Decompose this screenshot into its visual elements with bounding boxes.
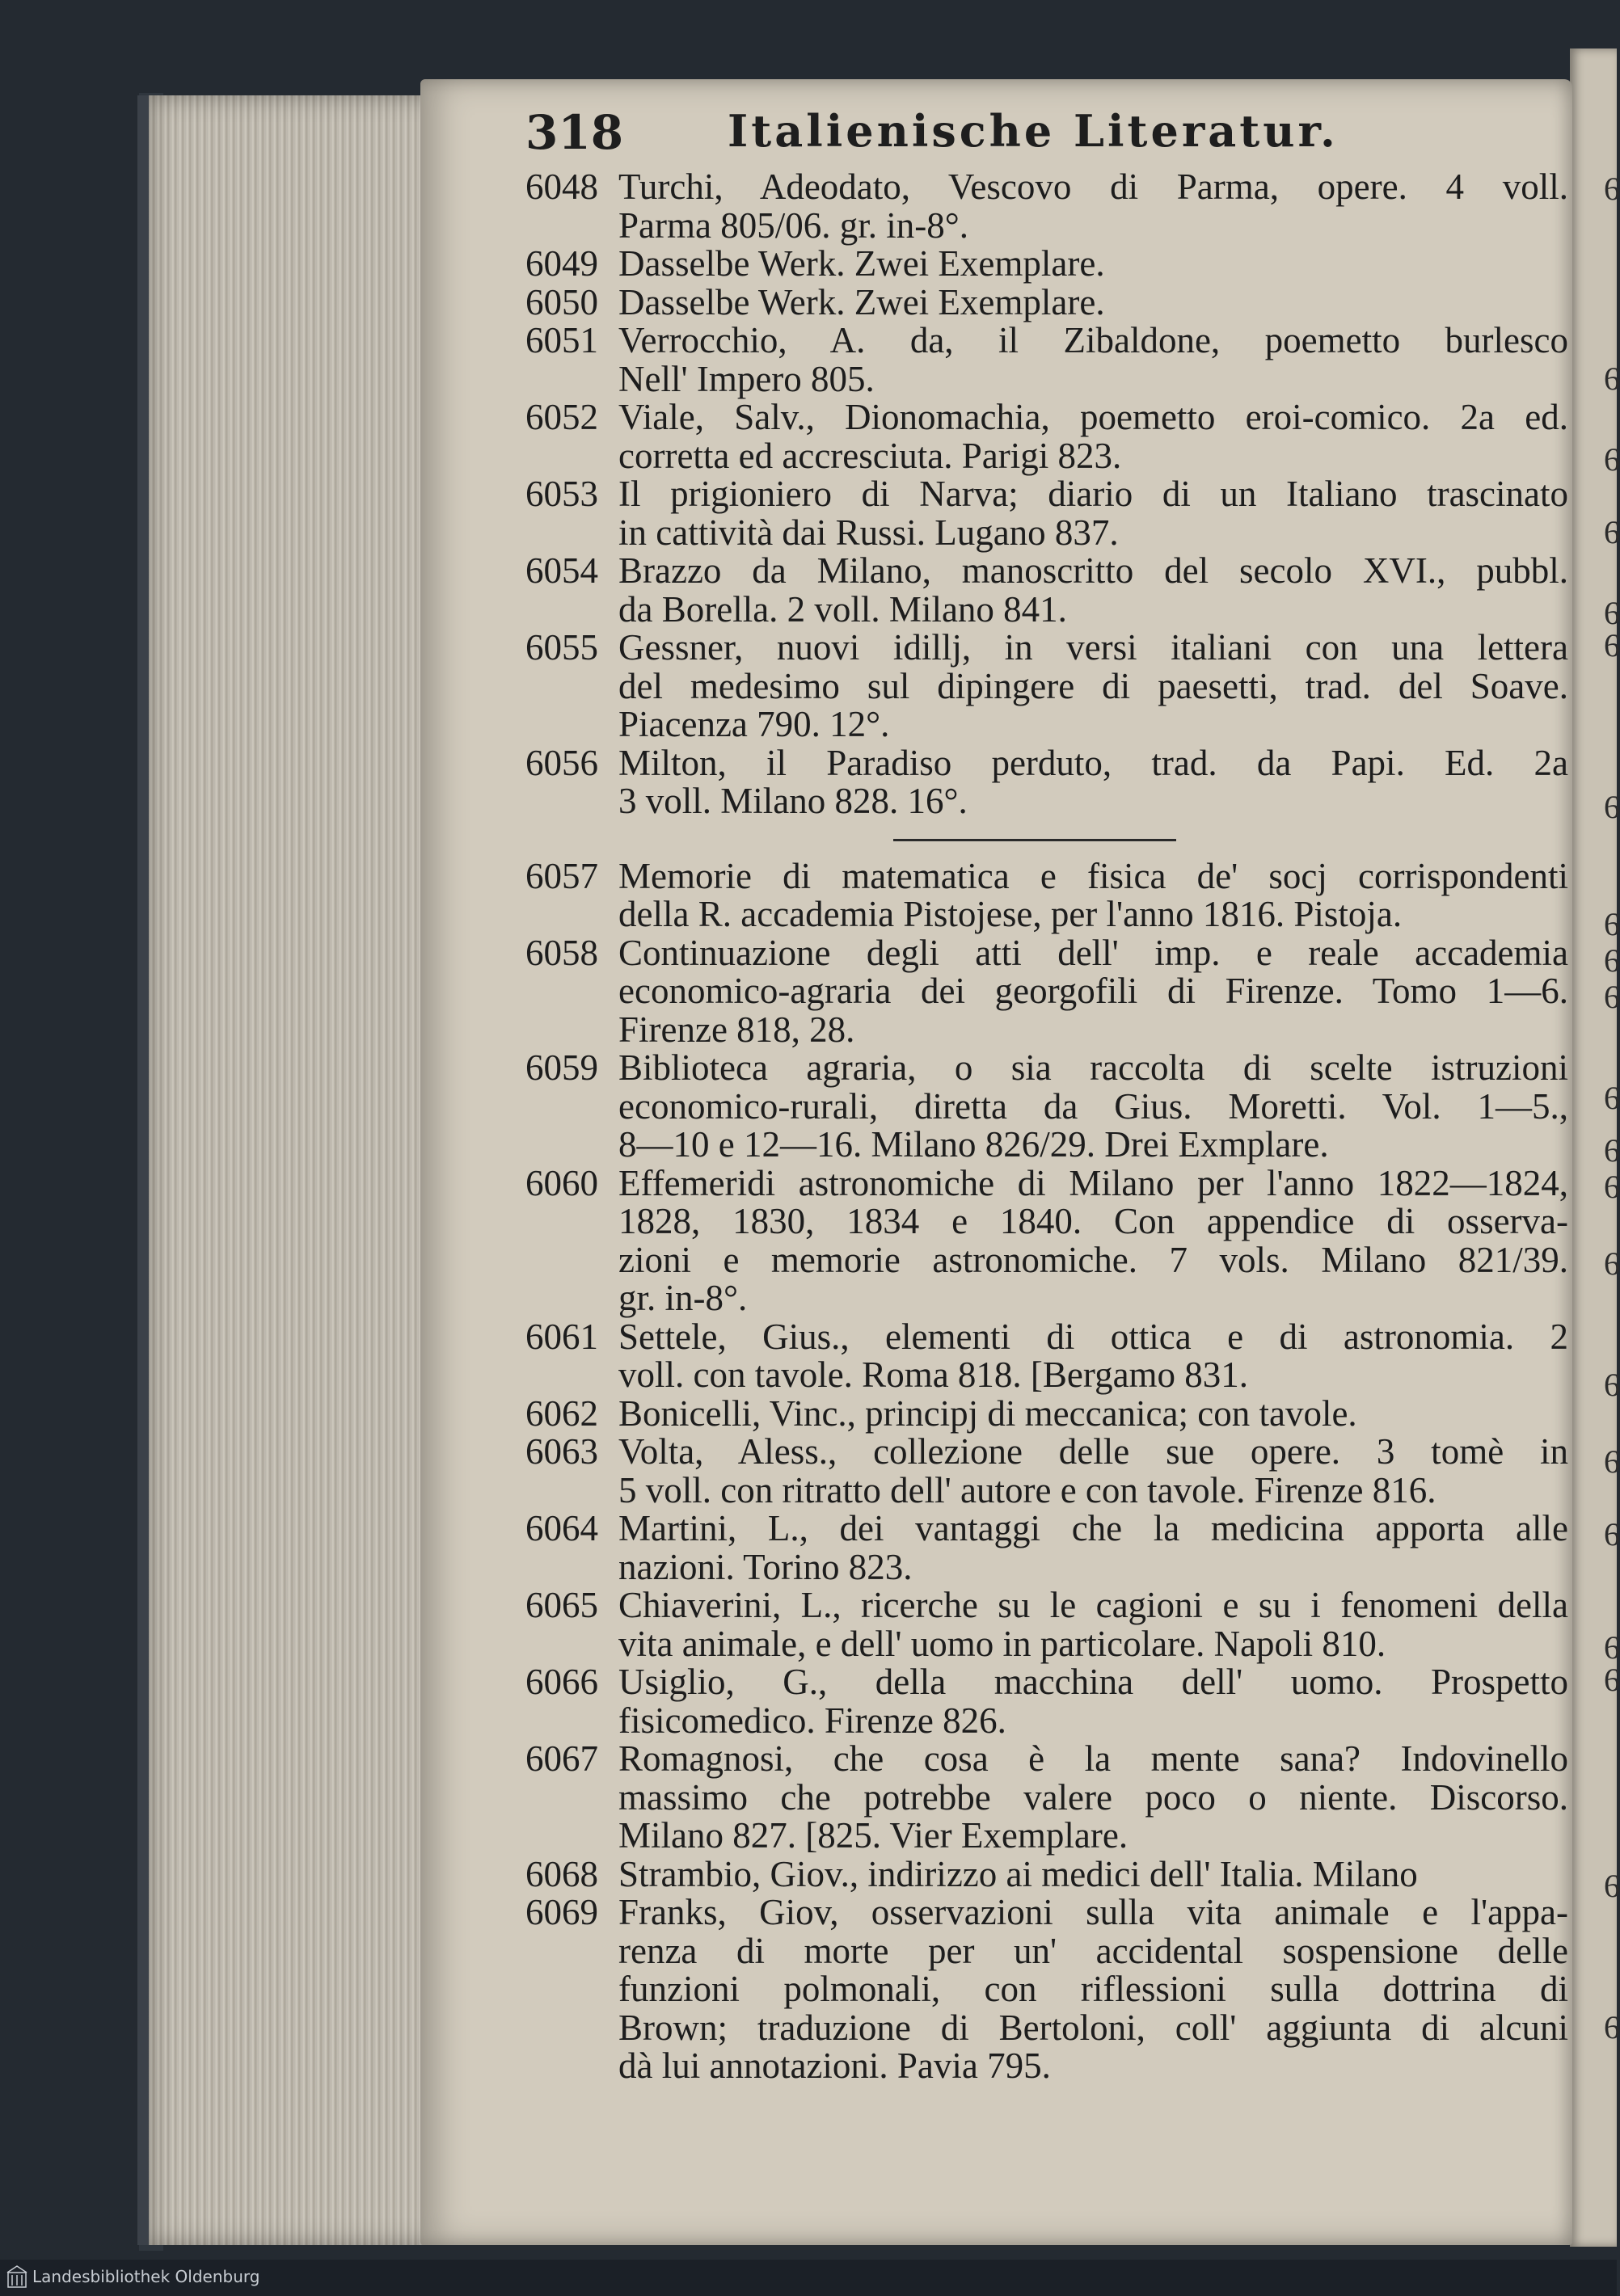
entry-line: Effemeridi astronomiche di Milano per l'anno 1822—1824, — [618, 1162, 1568, 1203]
catalog-entries — [525, 168, 1568, 2086]
entry-line: Volta, Aless., collezione delle sue opere. 3 tomè in — [618, 1431, 1568, 1472]
entry-number: 6064 — [525, 1508, 598, 1548]
entry-number: 6061 — [525, 1316, 598, 1357]
page-number: 318 — [525, 105, 624, 160]
page-header — [525, 97, 1552, 170]
book-page — [420, 79, 1572, 2245]
catalog-entry — [525, 1162, 1568, 1318]
entry-line: voll. con tavole. Roma 818. [Bergamo 831. — [618, 1354, 1249, 1395]
facing-page-digit: 6 — [1604, 1516, 1620, 1552]
entry-line: 1828, 1830, 1834 e 1840. Con appendice di osserva- — [618, 1201, 1568, 1241]
facing-page-digit: 6 — [1604, 1662, 1620, 1698]
entry-line: gr. in-8°. — [618, 1278, 748, 1318]
facing-page-digit: 6 — [1604, 1169, 1620, 1205]
entry-line: fisicomedico. Firenze 826. — [618, 1700, 1006, 1741]
entry-line: Settele, Gius., elementi di ottica e di astronomia. 2 — [618, 1316, 1568, 1357]
entry-line: nazioni. Torino 823. — [618, 1546, 913, 1587]
entry-line: economico-rurali, diretta da Gius. Moretti. Vol. 1—5., — [618, 1085, 1568, 1127]
facing-page-digit: 6 — [1604, 627, 1620, 664]
entry-line: Nell' Impero 805. — [618, 358, 875, 399]
entry-line: Franks, Giov, osservazioni sulla vita animale e l'appa- — [618, 1892, 1568, 1932]
entry-line: Verrocchio, A. da, il Zibaldone, poemetto burlesco — [618, 320, 1568, 360]
facing-page-digit: 6 — [1604, 514, 1620, 550]
entry-number: 6059 — [525, 1047, 598, 1088]
entry-line: della R. accademia Pistojese, per l'anno 1816. Pistoja. — [618, 894, 1403, 934]
catalog-entry — [525, 1740, 1568, 1856]
entry-line: Bonicelli, Vinc., principj di meccanica; con tavole. — [618, 1392, 1357, 1434]
entry-number: 6062 — [525, 1392, 598, 1434]
facing-page-digit: 6 — [1604, 1080, 1620, 1116]
entry-line: Viale, Salv., Dionomachia, poemetto eroi-comico. 2a ed. — [618, 397, 1568, 437]
catalog-entry — [525, 1318, 1568, 1395]
catalog-entry — [525, 1894, 1568, 2086]
entry-line: Memorie di matematica e fisica de' socj corrispondenti — [618, 855, 1568, 896]
entry-line: Chiaverini, L., ricerche su le cagioni e su i fenomeni della — [618, 1585, 1568, 1625]
catalog-entry — [525, 245, 1568, 284]
entry-line: Biblioteca agraria, o sia raccolta di scelte istruzioni — [618, 1047, 1568, 1088]
facing-page-digit: 6 — [1604, 595, 1620, 631]
entry-line: massimo che potrebbe valere poco o niente. Discorso. — [618, 1776, 1568, 1818]
section-divider — [893, 839, 1176, 841]
entry-number: 6050 — [525, 281, 598, 322]
entry-line: economico-agraria dei georgofili di Firenze. Tomo 1—6. — [618, 971, 1568, 1011]
entry-number: 6053 — [525, 474, 598, 514]
entry-number: 6056 — [525, 742, 598, 783]
catalog-entry — [525, 1049, 1568, 1165]
catalog-entry — [525, 934, 1568, 1050]
catalog-entry — [525, 1392, 1568, 1434]
entry-line: vita animale, e dell' uomo in particolare. Napoli 810. — [618, 1623, 1386, 1664]
catalog-entry — [525, 1586, 1568, 1663]
entry-line: Firenze 818, 28. — [618, 1009, 855, 1050]
facing-page-digit: 6 — [1604, 171, 1620, 207]
entry-number: 6067 — [525, 1738, 598, 1779]
facing-page-digit: 6 — [1604, 1367, 1620, 1403]
entry-line: Piacenza 790. 12°. — [618, 704, 890, 744]
entry-line: Romagnosi, che cosa è la mente sana? Indovinello — [618, 1738, 1568, 1779]
entry-line: Parma 805/06. gr. in-8°. — [618, 204, 968, 246]
catalog-entry — [525, 281, 1568, 322]
entry-number: 6055 — [525, 627, 598, 668]
entry-number: 6057 — [525, 855, 598, 896]
entry-number: 6068 — [525, 1853, 598, 1894]
entry-line: 8—10 e 12—16. Milano 826/29. Drei Exmplare. — [618, 1124, 1329, 1165]
entry-line: 5 voll. con ritratto dell' autore e con tavole. Firenze 816. — [618, 1469, 1436, 1510]
catalog-entry — [525, 168, 1568, 245]
entry-line: 3 voll. Milano 828. 16°. — [618, 781, 968, 821]
entry-line: Usiglio, G., della macchina dell' uomo. Prospetto — [618, 1662, 1568, 1702]
entry-number: 6049 — [525, 243, 598, 284]
entry-line: renza di morte per un' accidental sospensione delle — [618, 1930, 1568, 1971]
entry-line: Turchi, Adeodato, Vescovo di Parma, opere. 4 voll. — [618, 166, 1568, 207]
facing-page-digit: 6 — [1604, 979, 1620, 1015]
entry-line: Dasselbe Werk. Zwei Exemplare. — [618, 243, 1105, 284]
entry-line: Gessner, nuovi idillj, in versi italiani con una lettera — [618, 627, 1568, 668]
catalog-entry — [525, 475, 1568, 552]
entry-number: 6069 — [525, 1892, 598, 1932]
entry-line: dà lui annotazioni. Pavia 795. — [618, 2045, 1051, 2086]
facing-page-digit: 6 — [1604, 1132, 1620, 1169]
library-name: Landesbibliothek Oldenburg — [32, 2267, 260, 2286]
catalog-entry — [525, 552, 1568, 629]
catalog-entry — [525, 1510, 1568, 1586]
facing-page-digit: 6 — [1604, 789, 1620, 825]
catalog-entry — [525, 398, 1568, 475]
entry-line: Milton, il Paradiso perduto, trad. da Papi. Ed. 2a — [618, 742, 1568, 783]
facing-page-digit: 6 — [1604, 1245, 1620, 1282]
running-title: Italienische Literatur. — [728, 105, 1339, 157]
entry-line: Strambio, Giov., indirizzo ai medici dell' Italia. Milano — [618, 1853, 1418, 1894]
entry-number: 6060 — [525, 1162, 598, 1203]
facing-page-digit: 6 — [1604, 360, 1620, 397]
entry-number: 6058 — [525, 932, 598, 973]
catalog-entry — [525, 857, 1568, 934]
library-logo-icon — [6, 2264, 27, 2289]
entry-line: Continuazione degli atti dell' imp. e reale accademia — [618, 932, 1568, 973]
entry-line: Milano 827. [825. Vier Exemplare. — [618, 1815, 1129, 1856]
entry-line: funzioni polmonali, con riflessioni sulla dottrina di — [618, 1969, 1568, 2009]
facing-page-digit: 6 — [1604, 1443, 1620, 1480]
entry-line: del medesimo sul dipingere di paesetti, trad. del Soave. — [618, 665, 1568, 706]
facing-page-digit: 6 — [1604, 1629, 1620, 1666]
entry-line: Brazzo da Milano, manoscritto del secolo XVI., pubbl. — [618, 550, 1568, 591]
facing-page-digit: 6 — [1604, 906, 1620, 942]
entry-line: in cattività dai Russi. Lugano 837. — [618, 512, 1119, 553]
entry-line: corretta ed accresciuta. Parigi 823. — [618, 435, 1122, 476]
entry-line: Martini, L., dei vantaggi che la medicina apporta alle — [618, 1508, 1568, 1548]
facing-page-digit: 6 — [1604, 441, 1620, 478]
catalog-entry — [525, 1663, 1568, 1740]
catalog-entry — [525, 322, 1568, 398]
facing-page-digit: 6 — [1604, 1868, 1620, 1904]
facing-page-digit: 6 — [1604, 942, 1620, 979]
entry-number: 6063 — [525, 1431, 598, 1472]
catalog-entry — [525, 629, 1568, 744]
catalog-entry — [525, 1853, 1568, 1894]
entry-number: 6052 — [525, 397, 598, 437]
entry-number: 6054 — [525, 550, 598, 591]
entry-number: 6066 — [525, 1662, 598, 1702]
entry-line: Brown; traduzione di Bertoloni, coll' aggiunta di alcuni — [618, 2007, 1568, 2048]
catalog-entry — [525, 744, 1568, 821]
entry-line: zioni e memorie astronomiche. 7 vols. Milano 821/39. — [618, 1239, 1568, 1280]
facing-page-digit: 6 — [1604, 2009, 1620, 2045]
entry-line: Il prigioniero di Narva; diario di un Italiano trascinato — [618, 474, 1568, 514]
entry-line: Dasselbe Werk. Zwei Exemplare. — [618, 281, 1105, 322]
entry-line: da Borella. 2 voll. Milano 841. — [618, 588, 1067, 630]
entry-number: 6051 — [525, 320, 598, 360]
catalog-entry — [525, 1433, 1568, 1510]
entry-number: 6065 — [525, 1585, 598, 1625]
entry-number: 6048 — [525, 166, 598, 207]
